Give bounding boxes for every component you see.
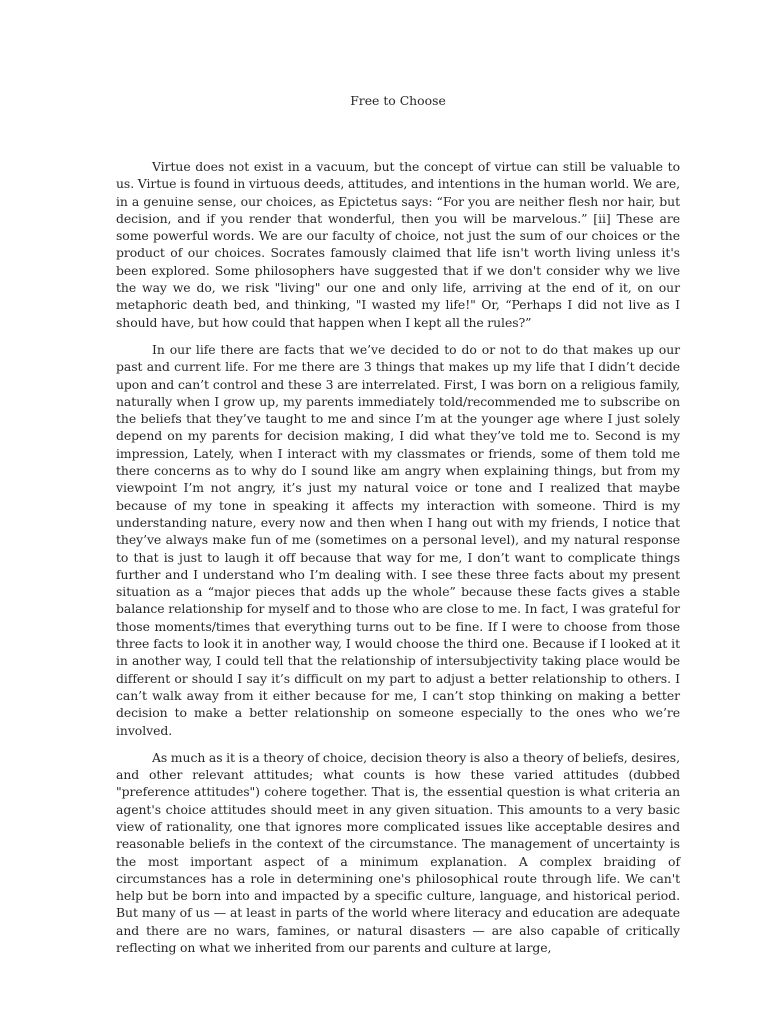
paragraph-virtue: Virtue does not exist in a vacuum, but the concept of virtue can still be valuable to us. Virtue is found in virtuous deeds, attitudes, and intentions in the human world. We are, in a genuine sense, our choices, as Epictetus says: “For you are neither flesh nor hair, but decision, and if you render that wonderful, then you will be marvelous.” [ii] These are some powerful words. We are our faculty of choice, not just the sum of our choices or the product of our choices. Socrates famously claimed that life isn't worth living unless it's been explored. Some philosophers have suggested that if we don't consider why we live the way we do, we risk "living" our one and only life, arriving at the end of it, on our metaphoric death bed, and thinking, "I wasted my life!" Or, “Perhaps I did not live as I should have, but how could that happen when I kept all the rules?” xyxy=(116,159,680,330)
paragraph-personal-facts: In our life there are facts that we’ve decided to do or not to do that makes up our past and current life. For me there are 3 things that makes up my life that I didn’t decide upon and can’t control and these 3 are interrelated. First, I was born on a religious family, naturally when I grow up, my parents immediately told/recommended me to subscribe on the beliefs that they’ve taught to me and since I’m at the younger age where I just solely depend on my parents for decision making, I did what they’ve told me to. Second is my impression, Lately, when I interact with my classmates or friends, some of them told me there concerns as to why do I sound like am angry when explaining things, but from my viewpoint I’m not angry, it’s just my natural voice or tone and I realized that maybe because of my tone in speaking it affects my interaction with someone. Third is my understanding nature, every now and then when I hang out with my friends, I notice that they’ve always make fun of me (sometimes on a personal level), and my natural response to that is just to laugh it off because that way for me, I don’t want to complicate things further and I understand who I’m dealing with. I see these three facts about my present situation as a “major pieces that adds up the whole” because these facts gives a stable balance relationship for myself and to those who are close to me. In fact, I was grateful for those moments/times that everything turns out to be fine. If I were to choose from those three facts to look it in another way, I would choose the third one. Because if I looked at it in another way, I could tell that the relationship of intersubjectivity taking place would be different or should I say it’s difficult on my part to adjust a better relationship to others. I can’t walk away from it either because for me, I can’t stop thinking on making a better decision to make a better relationship on someone especially to the ones who we’re involved. xyxy=(116,341,680,738)
paragraph-decision-theory: As much as it is a theory of choice, decision theory is also a theory of beliefs, desires, and other relevant attitudes; what counts is how these varied attitudes (dubbed "preference attitudes") cohere together. That is, the essential question is what criteria an agent's choice attitudes should meet in any given situation. This amounts to a very basic view of rationality, one that ignores more complicated issues like acceptable desires and reasonable beliefs in the context of the circumstance. The management of uncertainty is the most important aspect of a minimum explanation. A complex braiding of circumstances has a role in determining one's philosophical route through life. We can't help but be born into and impacted by a specific culture, language, and historical period. But many of us — at least in parts of the world where literacy and education are adequate and there are no wars, famines, or natural disasters — are also capable of critically reflecting on what we inherited from our parents and culture at large, xyxy=(116,749,680,956)
document-title: Free to Choose xyxy=(350,93,446,108)
